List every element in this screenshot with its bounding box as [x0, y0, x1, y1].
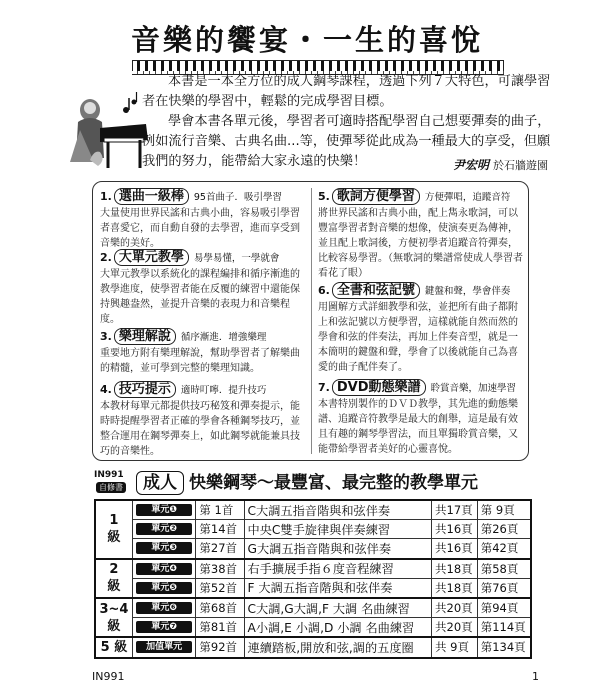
table-row: [95, 598, 531, 618]
feature-body: 大單元教學以系統化的課程編排和循序漸進的教學進度，使學習者能在反覆的練習中還能保持興趣盎然，並提升音樂的表現力和音樂程度。: [100, 269, 300, 325]
table-row: [95, 578, 531, 598]
table-row: [95, 618, 531, 638]
unit-tag: [132, 559, 196, 579]
feature-name: 歌詞方便學習: [332, 188, 420, 205]
feature-body: 大量使用世界民謠和古典小曲，容易吸引學習者喜愛它，而自動自發的去學習，進而享受到音樂的美好。: [100, 208, 300, 249]
unit-tag: [132, 539, 196, 559]
unit-content: 連續踏板,開放和弦,調的五度圈: [244, 637, 431, 657]
unit-tag-label: 單元❹: [136, 563, 193, 575]
page-count: 共18頁: [432, 559, 478, 579]
page-count: 共20頁: [432, 618, 478, 638]
page-count: 共16頁: [432, 520, 478, 539]
feature-subtitle: 鍵盤和聲，學會伴奏: [424, 286, 511, 297]
first-song: 第 1首: [196, 500, 244, 520]
start-page: 第134頁: [477, 637, 531, 657]
feature-body: 本書特別製作的ＤＶＤ教學，其先進的動態樂譜、追蹤音符教學是最大的創舉，這是最有效且有趣的鋼琴學習法，而且單獨聆賞音樂，又能帶給學習者美好的心靈喜悅。: [318, 399, 518, 455]
feature-number: 5.: [318, 190, 330, 203]
pianist-illustration: [60, 80, 152, 172]
start-page: 第76頁: [477, 578, 531, 598]
first-song: 第81首: [196, 618, 244, 638]
unit-content: F 大調五指音階與和弦伴奏: [244, 578, 431, 598]
unit-content: 中央C雙手旋律與伴奏練習: [244, 520, 431, 539]
intro-paragraph: 本書是一本全方位的成人鋼琴課程，透過下列７大特色，可讓學習者在快樂的學習中，輕鬆的完成學習目標。: [142, 74, 551, 109]
table-row: [95, 559, 531, 579]
level-cell: [95, 598, 132, 637]
unit-content: 右手擴展手指６度音程練習: [244, 559, 431, 579]
feature-number: 6.: [318, 284, 330, 297]
feature-name: DVD動態樂譜: [332, 379, 426, 396]
feature-number: 4.: [100, 383, 112, 396]
start-page: 第58頁: [477, 559, 531, 579]
feature-name: 技巧提示: [114, 381, 176, 398]
feature-2: [100, 250, 305, 327]
unit-content: C大調,G大調,F 大調 名曲練習: [244, 598, 431, 618]
page-title: 音樂的饗宴・一生的喜悅: [130, 23, 483, 57]
unit-tag: [132, 618, 196, 638]
feature-body: 本教材每單元都提供技巧秘笈和彈奏提示，能時時提醒學習者正確的學會各種鋼琴技巧，並整合運用在鋼琴彈奏上，如此鋼琴就能兼具技巧的音樂性。: [100, 401, 300, 457]
units-slogan: 快樂鋼琴～最豐富、最完整的教學單元: [189, 473, 478, 493]
level-suffix: 級: [107, 530, 121, 546]
feature-name: 大單元教學: [114, 249, 189, 266]
feature-subtitle: 易學易懂，一學就會: [193, 253, 280, 264]
first-song: 第14首: [196, 520, 244, 539]
signature-place: 於石牆遊園: [493, 159, 548, 172]
book-code: IN991: [94, 470, 124, 480]
first-song: 第52首: [196, 578, 244, 598]
unit-tag-label: 單元❻: [136, 602, 193, 614]
unit-tag-label: 加值單元: [136, 641, 193, 653]
unit-content: C大調五指音階與和弦伴奏: [244, 500, 431, 520]
unit-tag-label: 單元❺: [136, 582, 193, 594]
level-cell: 5 級: [95, 637, 132, 657]
first-song: 第27首: [196, 539, 244, 559]
unit-tag-label: 單元❸: [136, 542, 193, 554]
feature-6: [318, 283, 523, 375]
unit-content: A小調,E 小調,D 小調 名曲練習: [244, 618, 431, 638]
level-cell: [95, 500, 132, 559]
table-row: [95, 500, 531, 520]
unit-content: G大調五指音階與和弦伴奏: [244, 539, 431, 559]
signature: [453, 156, 548, 173]
intro-paragraph: 學會本書各單元後，學習者可適時搭配學習自己想要彈奏的曲子，例如流行音樂、古典名曲...等，使彈琴從此成為一種最大的享受，但願我們的努力，能帶給大家永遠的快樂！: [142, 114, 551, 169]
feature-subtitle: 適時叮嚀．提升技巧: [180, 385, 267, 396]
unit-tag: [132, 578, 196, 598]
level-cell: [95, 559, 132, 598]
footer-code: IN991: [92, 670, 125, 683]
page-count: 共16頁: [432, 539, 478, 559]
feature-body: 用圖解方式詳細教學和弦，並把所有曲子都附上和弦記號以方便學習，這樣就能自然而然的學會和弦的伴奏法，再加上伴奏音型，就是一本簡明的鍵盤和聲，學會了以後就能自己為喜愛的曲子配伴奏了。: [318, 302, 518, 373]
page-count: 共 9頁: [432, 637, 478, 657]
feature-subtitle: 聆賞音樂，加速學習: [430, 383, 517, 394]
start-page: 第 9頁: [477, 500, 531, 520]
start-page: 第94頁: [477, 598, 531, 618]
unit-tag-label: 單元❶: [136, 504, 193, 516]
feature-name: 樂理解說: [114, 328, 176, 345]
feature-number: 1.: [100, 190, 112, 203]
feature-name: 選曲一級棒: [114, 188, 189, 205]
feature-body: 將世界民謠和古典小曲，配上雋永歌詞，可以豐富學習者對音樂的想像，使演奏更為傳神，並且配上歌詞後，方便初學者追蹤音符彈奏，比較容易學習。（無歌詞的樂譜常使成人學習者看花了眼）: [318, 208, 523, 279]
unit-tag: [132, 520, 196, 539]
feature-7: [318, 380, 523, 457]
first-song: 第38首: [196, 559, 244, 579]
feature-name: 全書和弦記號: [332, 282, 420, 299]
series-brand: 成人: [136, 471, 184, 495]
unit-tag: [132, 500, 196, 520]
feature-subtitle: 方便彈唱，追蹤音符: [424, 192, 511, 203]
page-count: 共17頁: [432, 500, 478, 520]
feature-4: [100, 382, 305, 459]
level-number: 1: [109, 513, 119, 529]
first-song: 第68首: [196, 598, 244, 618]
feature-number: 3.: [100, 330, 112, 343]
page-count: 共18頁: [432, 578, 478, 598]
table-row: [95, 520, 531, 539]
first-song: 第92首: [196, 637, 244, 657]
feature-body: 重要地方附有樂理解說，幫助學習者了解樂曲的精髓，並可學到完整的樂理知識。: [100, 348, 300, 374]
feature-subtitle: 循序漸進．增強樂理: [180, 332, 267, 343]
start-page: 第114頁: [477, 618, 531, 638]
author-signature: 尹宏明: [452, 158, 489, 172]
units-table: [94, 499, 532, 659]
self-learn-badge: 自修書: [96, 482, 126, 493]
feature-5: [318, 189, 523, 281]
unit-tag-label: 單元❼: [136, 621, 193, 633]
page-count: 共20頁: [432, 598, 478, 618]
table-row: [95, 637, 531, 657]
feature-subtitle: 95首曲子．吸引學習: [193, 192, 282, 203]
start-page: 第26頁: [477, 520, 531, 539]
level-number: 3~4: [99, 601, 129, 617]
feature-3: [100, 329, 305, 376]
level-suffix: 級: [107, 579, 121, 595]
page-number: 1: [532, 670, 539, 683]
level-number: 2: [109, 562, 119, 578]
start-page: 第42頁: [477, 539, 531, 559]
feature-number: 2.: [100, 251, 112, 264]
feature-1: [100, 189, 305, 251]
unit-tag-label: 單元❷: [136, 523, 193, 535]
feature-number: 7.: [318, 381, 330, 394]
level-suffix: 級: [107, 618, 121, 634]
unit-tag: [132, 637, 196, 657]
table-row: [95, 539, 531, 559]
unit-tag: [132, 598, 196, 618]
units-header: [94, 470, 534, 500]
